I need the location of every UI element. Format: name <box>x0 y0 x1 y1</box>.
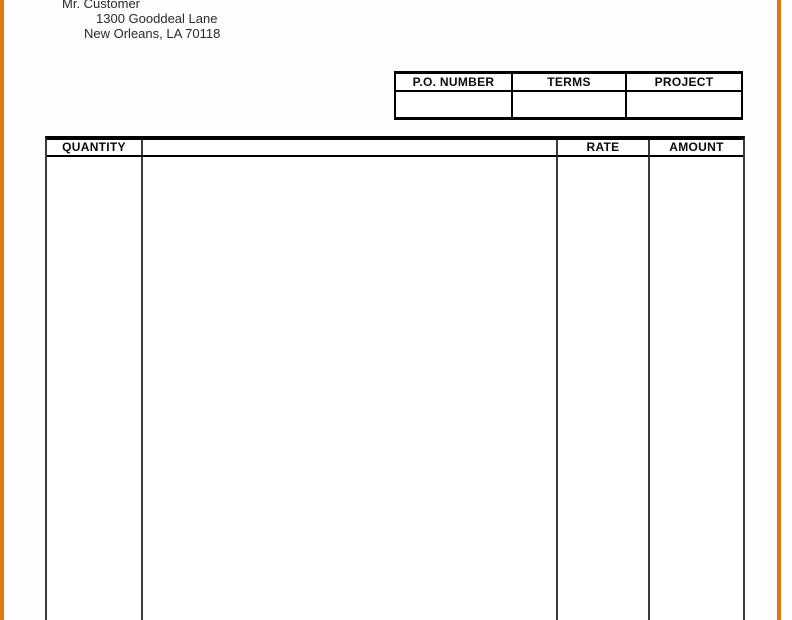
right-accent-border <box>777 0 781 620</box>
line-items-header-row <box>47 140 743 157</box>
customer-address-block <box>62 0 220 41</box>
po-number-field[interactable] <box>396 92 513 117</box>
customer-name: Mr. Customer <box>62 0 141 11</box>
project-header: PROJECT <box>627 74 741 92</box>
po-table-value-row <box>396 92 741 117</box>
line-items-table <box>45 136 745 620</box>
quantity-field[interactable] <box>47 157 143 620</box>
description-header <box>143 140 558 157</box>
po-table-header-row <box>396 74 741 92</box>
line-items-body-row <box>47 157 743 620</box>
customer-city-state-zip: New Orleans, LA 70118 <box>84 26 221 41</box>
terms-header: TERMS <box>513 74 627 92</box>
amount-header: AMOUNT <box>650 140 743 157</box>
left-accent-border <box>0 0 4 620</box>
po-number-header: P.O. NUMBER <box>396 74 513 92</box>
rate-field[interactable] <box>558 157 650 620</box>
description-field[interactable] <box>143 157 558 620</box>
po-terms-project-table <box>394 71 743 120</box>
amount-field[interactable] <box>650 157 743 620</box>
project-field[interactable] <box>627 92 741 117</box>
customer-street: 1300 Gooddeal Lane <box>96 11 218 26</box>
quantity-header: QUANTITY <box>47 140 143 157</box>
rate-header: RATE <box>558 140 650 157</box>
terms-field[interactable] <box>513 92 627 117</box>
